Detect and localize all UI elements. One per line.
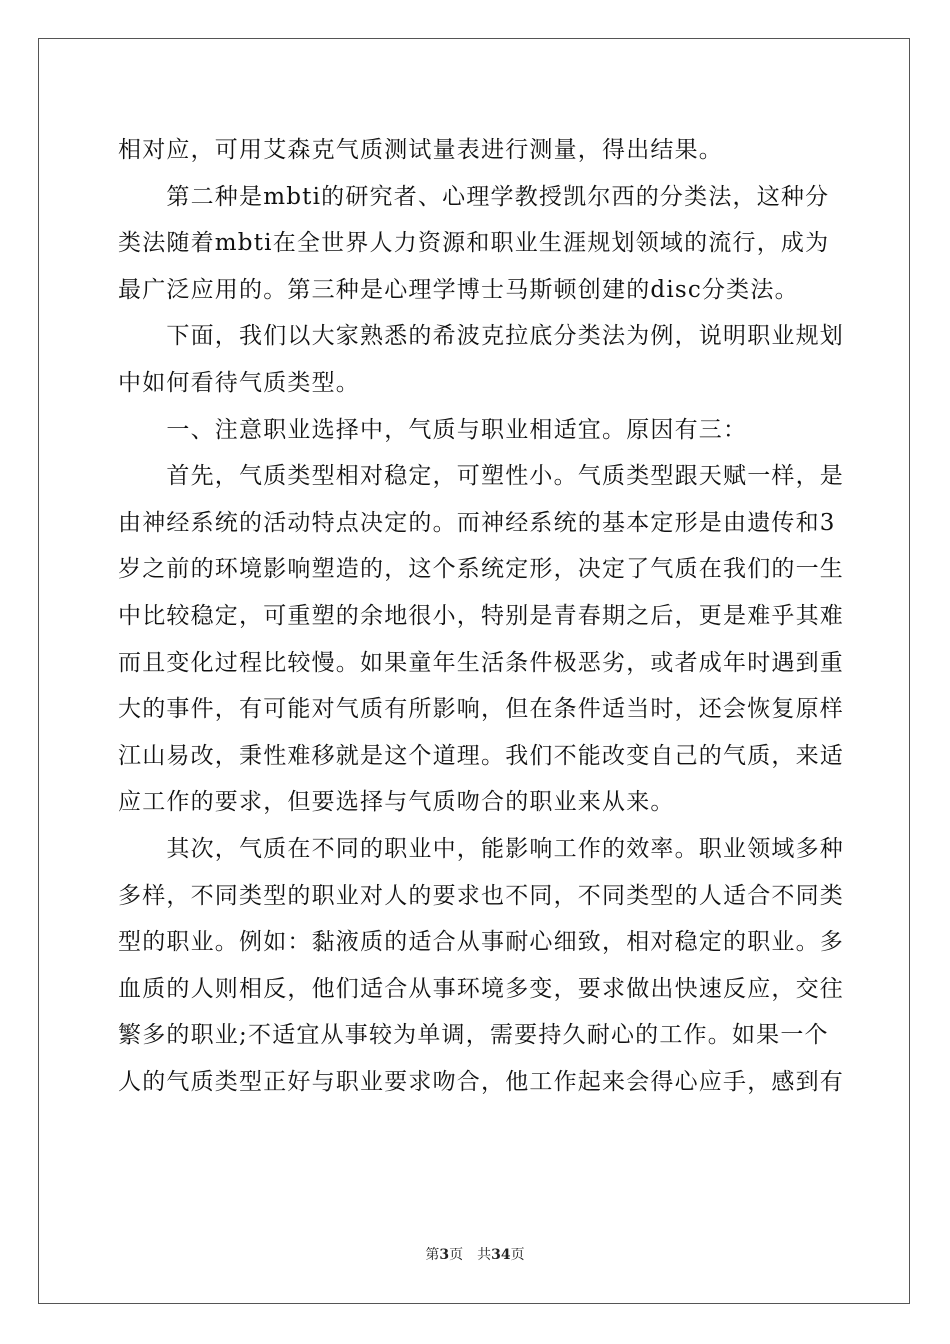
text-line: 最广泛应用的。第三种是心理学博士马斯顿创建的disc分类法。 [118,276,799,303]
document-body [118,127,844,1105]
text-line: 大的事件，有可能对气质有所影响，但在条件适当时，还会恢复原样 [118,696,844,723]
current-page-number: 3 [439,1247,450,1263]
text-line: 而且变化过程比较慢。如果童年生活条件极恶劣，或者成年时遇到重 [118,649,844,676]
text-line: 第二种是mbti的研究者、心理学教授凯尔西的分类法，这种分 [118,183,830,210]
text-line: 多样，不同类型的职业对人的要求也不同，不同类型的人适合不同类 [118,882,844,909]
page-prefix: 第 [425,1247,440,1263]
text-line: 中如何看待气质类型。 [118,369,360,396]
text-line: 下面，我们以大家熟悉的希波克拉底分类法为例，说明职业规划 [118,323,844,350]
text-line: 人的气质类型正好与职业要求吻合，他工作起来会得心应手，感到有 [118,1068,844,1095]
page-unit: 页 [449,1247,464,1263]
total-prefix: 共 [477,1247,492,1263]
text-line: 型的职业。例如：黏液质的适合从事耐心细致，相对稳定的职业。多 [118,929,844,956]
text-line: 血质的人则相反，他们适合从事环境多变，要求做出快速反应，交往 [118,975,844,1002]
text-line: 应工作的要求，但要选择与气质吻合的职业来从来。 [118,789,675,816]
text-line: 中比较稳定，可重塑的余地很小，特别是青春期之后，更是难乎其难 [118,602,844,629]
text-line: 首先，气质类型相对稳定，可塑性小。气质类型跟天赋一样，是 [118,463,844,490]
text-line: 相对应，可用艾森克气质测试量表进行测量，得出结果。 [118,137,723,163]
text-line: 江山易改，秉性难移就是这个道理。我们不能改变自己的气质，来适 [118,742,844,769]
text-line: 繁多的职业;不适宜从事较为单调，需要持久耐心的工作。如果一个 [118,1022,829,1049]
text-line: 由神经系统的活动特点决定的。而神经系统的基本定形是由遗传和3 [118,509,836,536]
text-line: 岁之前的环境影响塑造的，这个系统定形，决定了气质在我们的一生 [118,556,844,583]
text-line: 一、注意职业选择中，气质与职业相适宜。原因有三： [118,416,748,443]
text-line: 类法随着mbti在全世界人力资源和职业生涯规划领域的流行，成为 [118,230,830,257]
total-unit: 页 [510,1247,525,1263]
text-line: 其次，气质在不同的职业中，能影响工作的效率。职业领域多种 [118,835,844,862]
total-page-count: 34 [491,1247,511,1263]
page-footer [0,1244,950,1264]
